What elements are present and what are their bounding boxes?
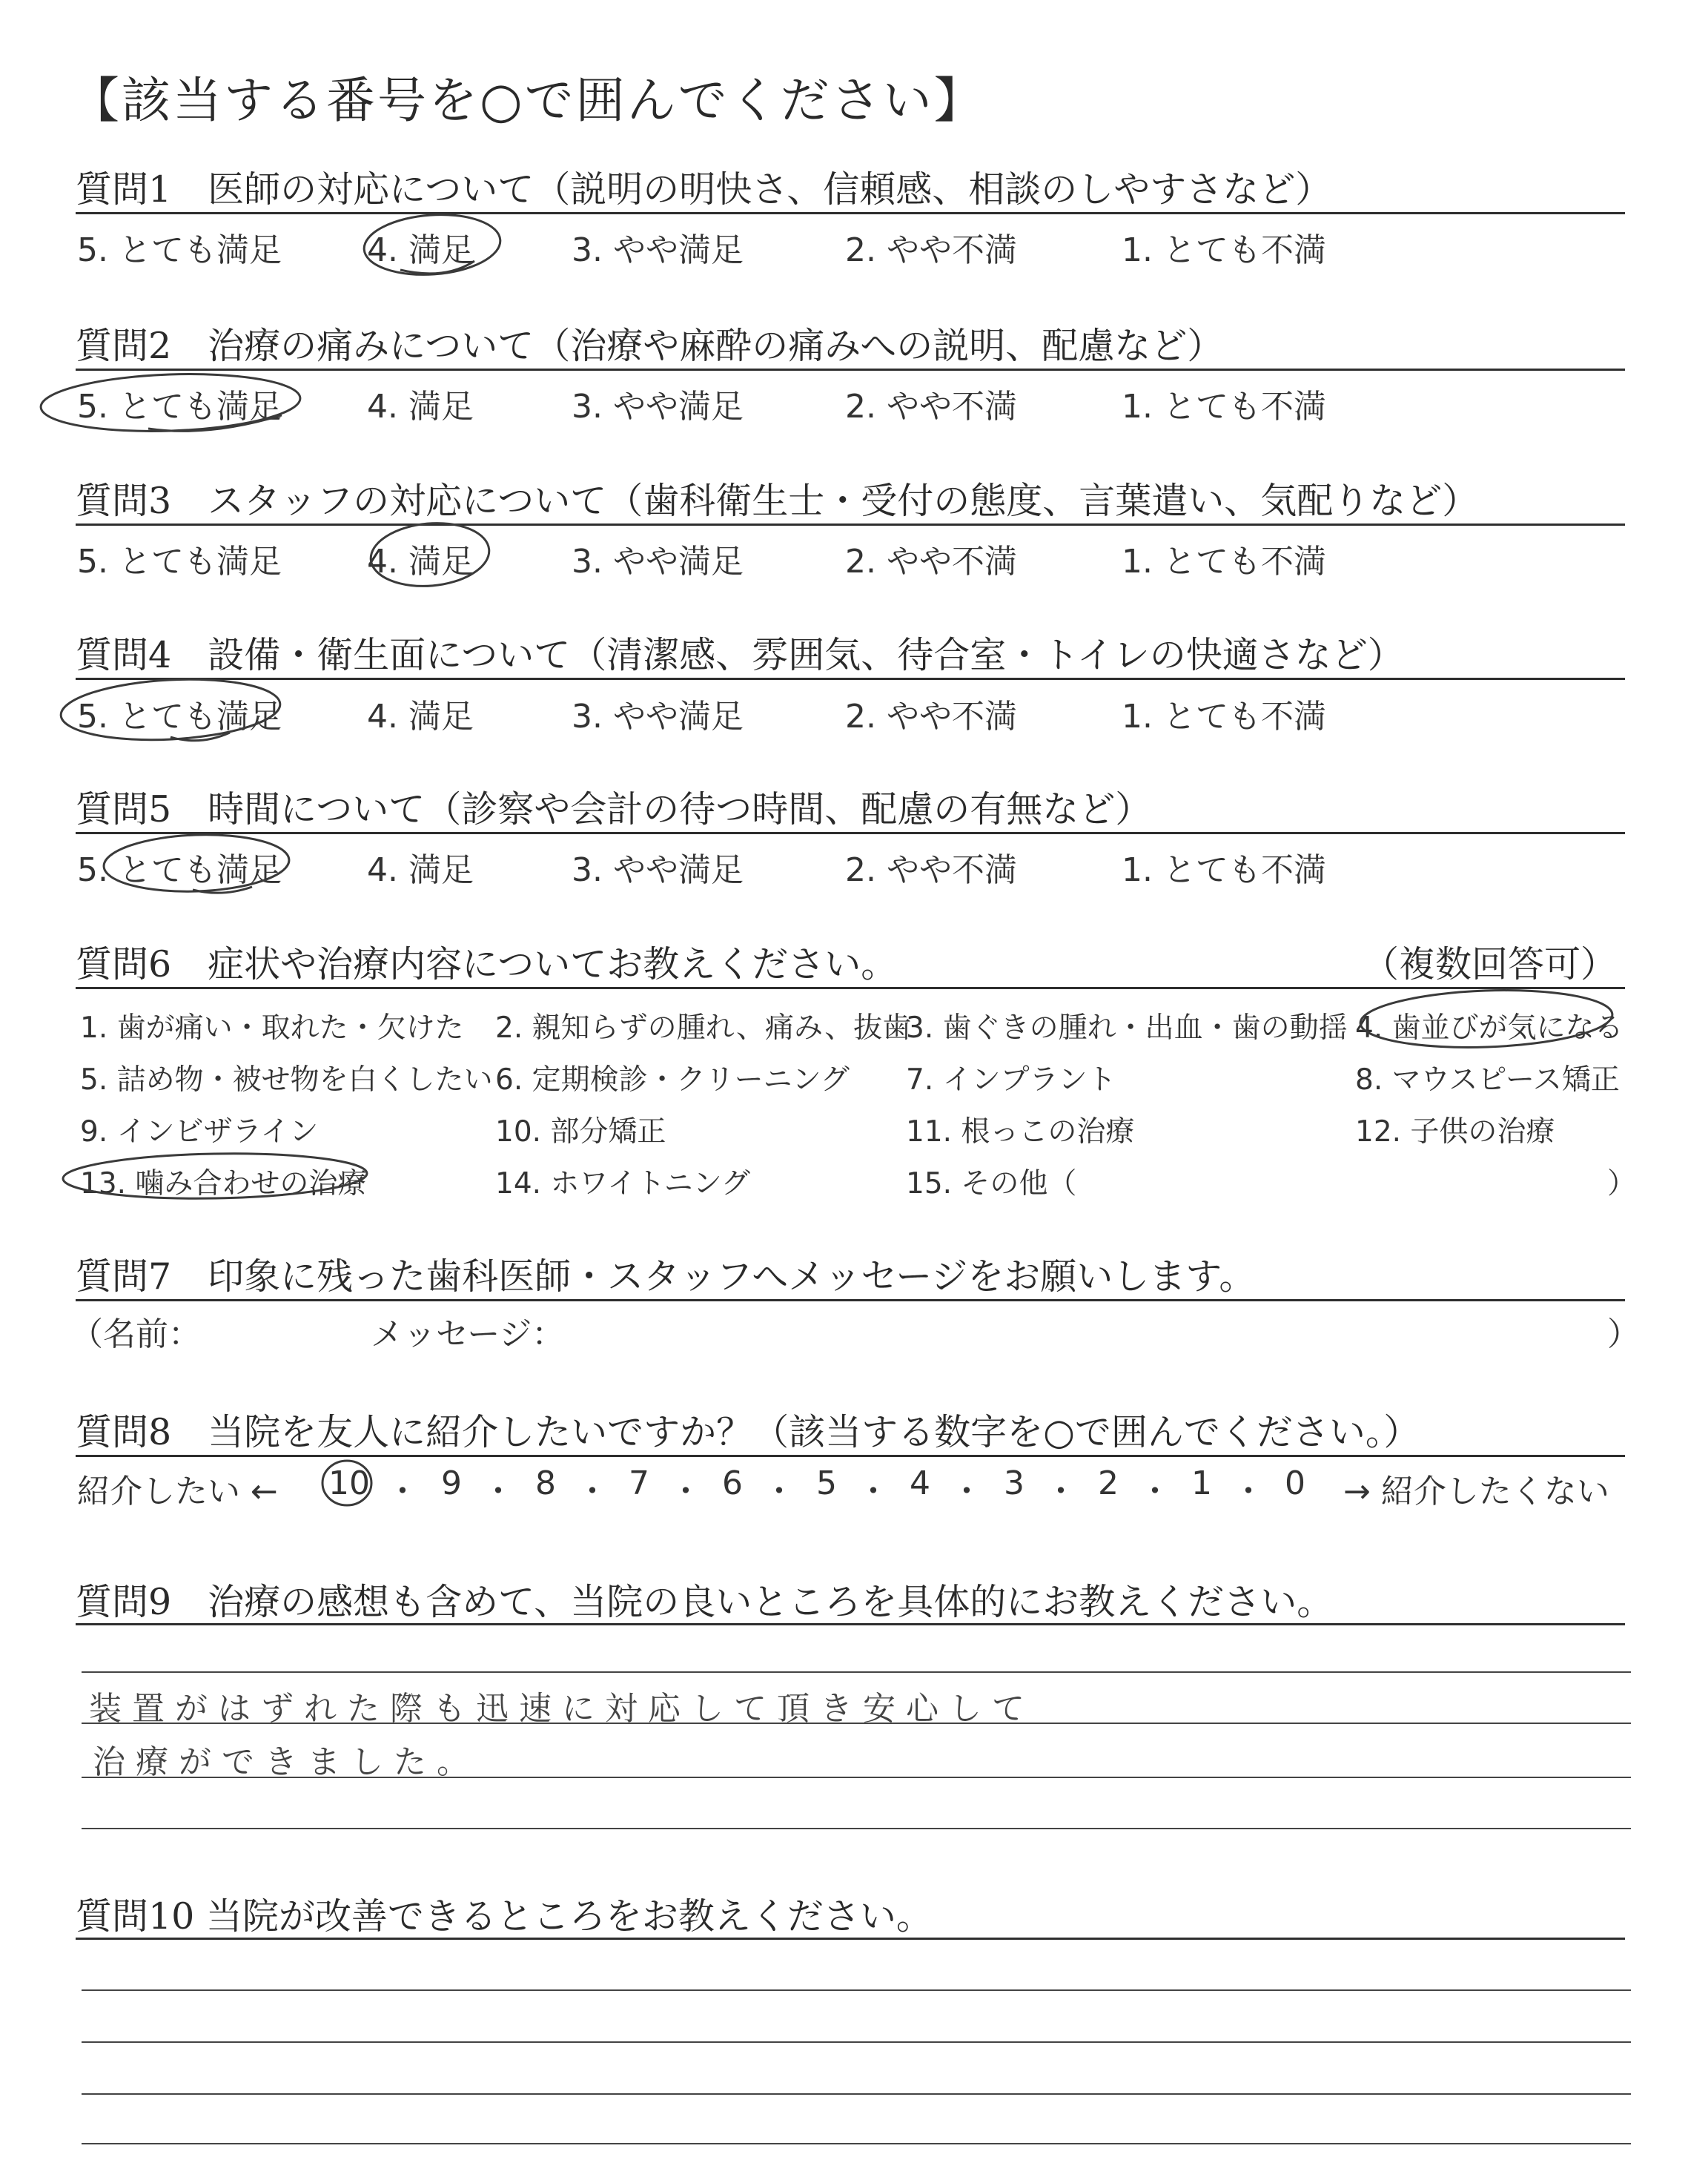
q8-scale-3[interactable]: 3 [1004,1464,1025,1502]
q8-scale-5[interactable]: 5 [816,1464,837,1502]
q1-option-5[interactable]: 5. とても満足 [77,231,282,269]
q3-option-1[interactable]: 1. とても不満 [1122,543,1326,581]
q7-name-label: （名前： [70,1315,201,1353]
q6-item-15[interactable]: 15. その他（ [906,1167,1077,1200]
q8-separator: ・ [1139,1473,1171,1510]
q2-option-1[interactable]: 1. とても不満 [1122,388,1326,426]
q1-option-4[interactable]: 4. 満足 [367,231,474,269]
q8-separator: ・ [1045,1473,1077,1510]
q6-item-5[interactable]: 5. 詰め物・被せ物を白くしたい [80,1063,493,1097]
q8-selection-circle [322,1461,371,1505]
q6-item-2[interactable]: 2. 親知らずの腫れ、痛み、抜歯 [495,1011,912,1045]
q8-scale-8[interactable]: 8 [535,1464,556,1502]
q8-separator: ・ [1232,1473,1265,1510]
q2-selection-circle [40,370,301,435]
q1-selection-tail [400,261,474,274]
q9-answer-line-2: 治療ができました。 [93,1743,480,1781]
q6-item-11[interactable]: 11. 根っこの治療 [906,1115,1135,1149]
q6-item-15-close: ） [1607,1167,1637,1200]
question-6-note: （複数回答可） [1363,943,1618,985]
q4-option-2[interactable]: 2. やや不満 [845,698,1017,736]
q8-left-label: 紹介したい ← [77,1473,278,1510]
q1-option-2[interactable]: 2. やや不満 [845,231,1017,269]
q2-option-4[interactable]: 4. 満足 [367,388,474,426]
q3-selection-circle [368,518,492,591]
q2-option-5[interactable]: 5. とても満足 [77,388,282,426]
q6-item-4[interactable]: 4. 歯並びが気になる [1355,1011,1623,1045]
form-heading: 【該当する番号を○で囲んでください】 [70,72,985,129]
q3-option-2[interactable]: 2. やや不満 [845,543,1017,581]
q8-scale-6[interactable]: 6 [722,1464,743,1502]
q2-selection-tail [148,415,282,431]
q4-option-4[interactable]: 4. 満足 [367,698,474,736]
q5-option-1[interactable]: 1. とても不満 [1122,851,1326,889]
question-8-title: 質問8 当院を友人に紹介したいですか？（該当する数字を○で囲んでください。） [76,1411,1420,1453]
q8-separator: ・ [857,1473,890,1510]
q8-scale-0[interactable]: 0 [1285,1464,1305,1502]
q8-separator: ・ [950,1473,983,1510]
question-2-title: 質問2 治療の痛みについて（治療や麻酔の痛みへの説明、配慮など） [76,325,1224,367]
question-3-title: 質問3 スタッフの対応について（歯科衛生士・受付の態度、言葉遣い、気配りなど） [76,480,1479,522]
q8-scale-4[interactable]: 4 [910,1464,930,1502]
question-10-title: 質問10 当院が改善できるところをお教えください。 [76,1895,933,1938]
q8-scale-1[interactable]: 1 [1191,1464,1212,1502]
q6-item-10[interactable]: 10. 部分矯正 [495,1115,666,1149]
q6-item-7[interactable]: 7. インプラント [906,1063,1116,1097]
q6-item-4-selection-circle [1360,986,1613,1051]
q6-item-12[interactable]: 12. 子供の治療 [1355,1115,1555,1149]
q5-option-2[interactable]: 2. やや不満 [845,851,1017,889]
q4-selection-circle [59,674,282,744]
q4-option-5[interactable]: 5. とても満足 [77,698,282,736]
q6-item-9[interactable]: 9. インビザライン [80,1115,319,1149]
q1-selection-circle [362,211,502,280]
q6-item-3[interactable]: 3. 歯ぐきの腫れ・出血・歯の動揺 [906,1011,1348,1045]
q6-item-13-selection-circle [63,1151,368,1200]
q6-item-13[interactable]: 13. 噛み合わせの治療 [80,1167,367,1200]
q3-option-4[interactable]: 4. 満足 [367,543,474,581]
q5-option-4[interactable]: 4. 満足 [367,851,474,889]
q3-option-3[interactable]: 3. やや満足 [572,543,744,581]
q8-scale-9[interactable]: 9 [441,1464,462,1502]
q1-option-1[interactable]: 1. とても不満 [1122,231,1326,269]
q7-message-label: メッセージ： [371,1315,565,1353]
question-5-title: 質問5 時間について（診察や会計の待つ時間、配慮の有無など） [76,788,1152,830]
q3-option-5[interactable]: 5. とても満足 [77,543,282,581]
q5-option-3[interactable]: 3. やや満足 [572,851,744,889]
q8-separator: ・ [763,1473,795,1510]
question-4-title: 質問4 設備・衛生面について（清潔感、雰囲気、待合室・トイレの快適さなど） [76,634,1404,676]
q6-item-14[interactable]: 14. ホワイトニング [495,1167,750,1200]
q7-close-paren: ） [1607,1315,1640,1353]
q2-option-2[interactable]: 2. やや不満 [845,388,1017,426]
q2-option-3[interactable]: 3. やや満足 [572,388,744,426]
q8-scale-10[interactable]: 10 [328,1464,370,1502]
q8-right-label: → 紹介したくない [1343,1473,1609,1510]
q5-selection-circle [103,832,291,895]
q8-separator: ・ [482,1473,514,1510]
question-6-title: 質問6 症状や治療内容についてお教えください。 [76,943,898,985]
q4-option-3[interactable]: 3. やや満足 [572,698,744,736]
q8-separator: ・ [669,1473,702,1510]
q4-option-1[interactable]: 1. とても不満 [1122,698,1326,736]
q5-option-5[interactable]: 5. とても満足 [77,851,282,889]
q6-item-1[interactable]: 1. 歯が痛い・取れた・欠けた [80,1011,464,1045]
question-1-title: 質問1 医師の対応について（説明の明快さ、信頼感、相談のしやすさなど） [76,168,1332,211]
q1-option-3[interactable]: 3. やや満足 [572,231,744,269]
q9-answer-line-1: 装置がはずれた際も迅速に対応して頂き安心して [89,1690,1035,1728]
q8-scale-2[interactable]: 2 [1098,1464,1119,1502]
q8-separator: ・ [576,1473,609,1510]
q8-separator: ・ [386,1473,419,1510]
q8-scale-7[interactable]: 7 [629,1464,649,1502]
question-9-title: 質問9 治療の感想も含めて、当院の良いところを具体的にお教えください。 [76,1581,1334,1623]
q6-item-6[interactable]: 6. 定期検診・クリーニング [495,1063,850,1097]
question-7-title: 質問7 印象に残った歯科医師・スタッフへメッセージをお願いします。 [76,1255,1256,1298]
q6-item-8[interactable]: 8. マウスピース矯正 [1355,1063,1620,1097]
